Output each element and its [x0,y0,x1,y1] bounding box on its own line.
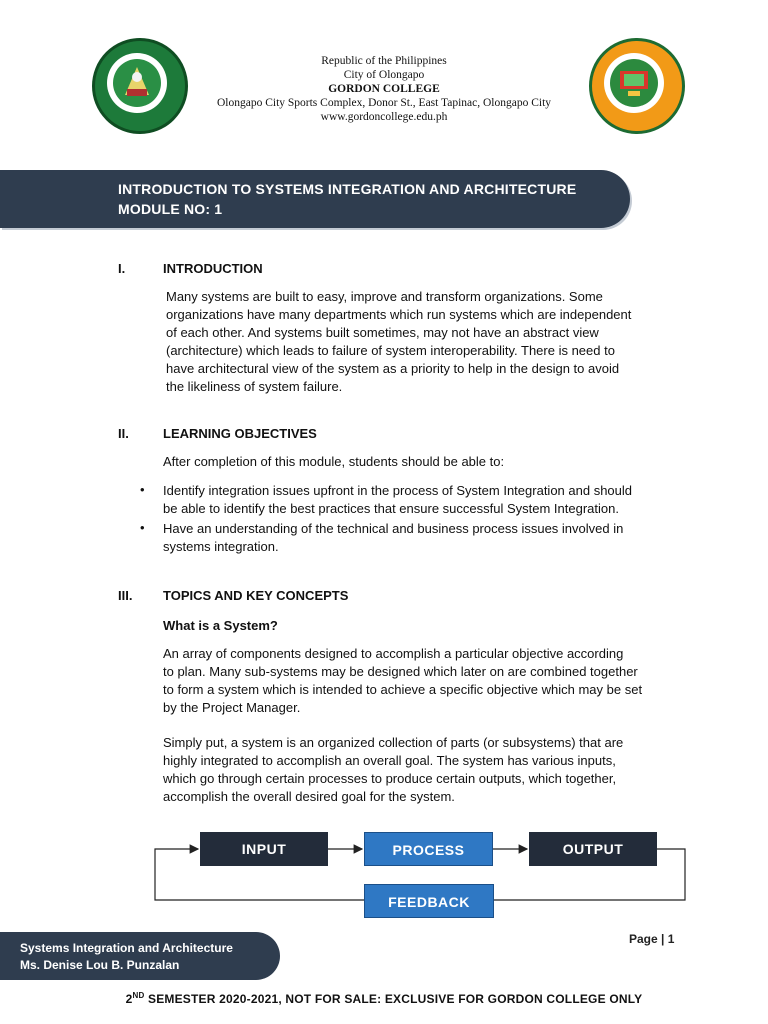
text-line: which go through certain processes to produce certain outputs, which together, [163,771,617,786]
text-line: have architectural view of the system as a priority to help in the design to avoid [166,361,620,376]
section-title-topics: TOPICS AND KEY CONCEPTS [163,588,349,603]
text-line: Many systems are built to easy, improve and transform organizations. Some [166,289,603,304]
text-line: (architecture) which leads to failure of system interoperability. There is need to [166,343,615,358]
text-line: Simply put, a system is an organized collection of parts (or subsystems) that are [163,735,624,750]
letterhead-website: www.gordoncollege.edu.ph [320,111,448,123]
subheading-what-is-a-system: What is a System? [163,618,278,633]
feedback-box: FEEDBACK [364,884,494,918]
section-title-learning-objectives: LEARNING OBJECTIVES [163,426,317,441]
text-line: to plan. Many sub-systems may be designed which later on are combined together [163,664,638,679]
text-line: be able to identify the best practices that ensure successful System Integration. [163,501,619,516]
text-line: An array of components designed to accomplish a particular objective according [163,646,624,661]
section-number: II. [118,426,129,441]
footer-instructor: Ms. Denise Lou B. Punzalan [20,958,180,972]
text-line: the likeliness of system failure. [166,379,343,394]
text-line: to form a system which is intended to achieve a specific objective which may be set [163,682,643,697]
letterhead-line-city: City of Olongapo [343,69,425,81]
semester-ordinal: ND [132,991,145,1000]
semester-notice [0,991,768,1006]
input-box: INPUT [200,832,328,866]
footer-course-pill [0,932,280,980]
section-number: III. [118,588,133,603]
semester-notice-text: SEMESTER 2020-2021, NOT FOR SALE: EXCLUSIVE FOR GORDON COLLEGE ONLY [144,992,643,1006]
module-number: MODULE NO: 1 [118,201,223,217]
process-box: PROCESS [364,832,493,866]
text-line: systems integration. [163,539,279,554]
letterhead-address: Olongapo City Sports Complex, Donor St., East Tapinac, Olongapo City [216,97,552,109]
semester-number: 2 [125,992,133,1006]
letterhead-line-republic: Republic of the Philippines [321,55,447,67]
module-title: INTRODUCTION TO SYSTEMS INTEGRATION AND ARCHITECTURE [118,181,577,197]
bullet-icon: • [140,482,145,497]
text-line: Have an understanding of the technical and business process issues involved in [163,521,624,536]
footer-course-title: Systems Integration and Architecture [20,941,233,955]
page-number: Page | 1 [629,932,675,946]
bullet-icon: • [140,520,145,535]
objectives-lead: After completion of this module, students should be able to: [163,454,505,469]
text-line: of each other. And systems built sometimes, may not have an abstract view [166,325,599,340]
section-title-introduction: INTRODUCTION [163,261,263,276]
text-line: by the Project Manager. [163,700,301,715]
text-line: Identify integration issues upfront in the process of System Integration and should [163,483,632,498]
text-line: organizations have many departments which run systems which are independent [166,307,632,322]
section-number: I. [118,261,126,276]
output-box: OUTPUT [529,832,657,866]
text-line: highly integrated to accomplish an overall goal. The system has various inputs, [163,753,616,768]
text-line: accomplish the overall desired goal for the system. [163,789,455,804]
letterhead-college-name: GORDON COLLEGE [328,83,440,95]
